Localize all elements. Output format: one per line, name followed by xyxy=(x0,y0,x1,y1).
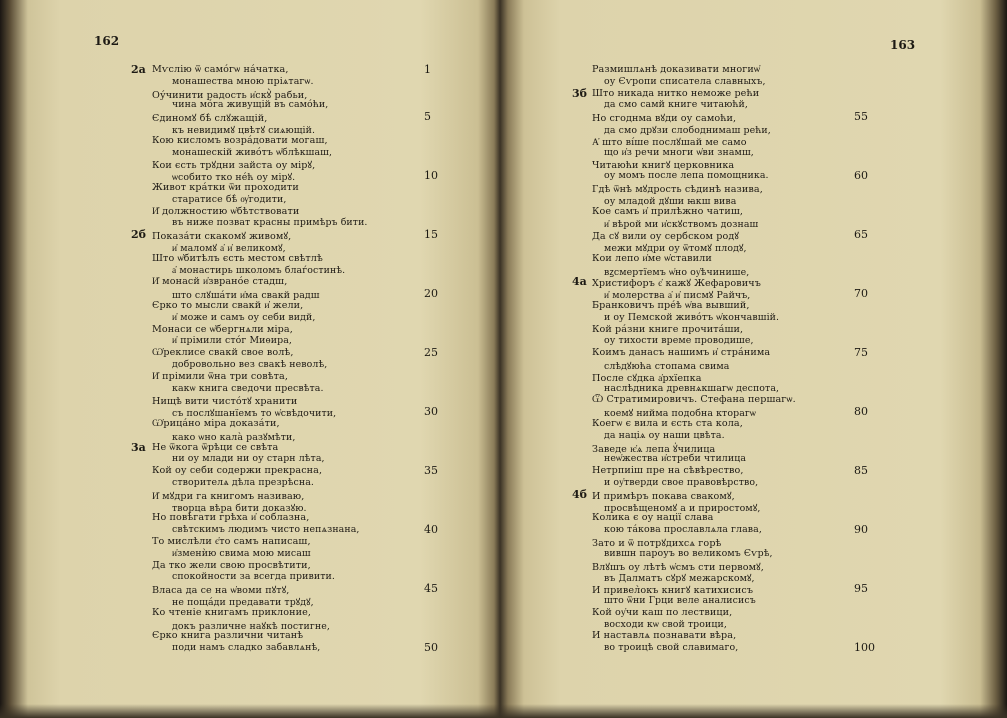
verse-line: восходи кѡ свой троици, xyxy=(604,618,727,630)
line-number: 20 xyxy=(424,287,438,301)
line-number: 50 xyxy=(424,641,438,655)
line-number: 65 xyxy=(854,228,868,242)
verse-line: оу тихости време проводише, xyxy=(604,335,754,347)
verse-line: И наставлѧ познавати вѣра, xyxy=(592,630,737,642)
verse-line: Кои лепо и҆ме ѡ҆ставили xyxy=(592,252,712,264)
verse-line: А҆ што ві́ше послꙋшай ме само xyxy=(592,136,747,148)
verse-line: поди намъ сладко забавлѧнѣ, xyxy=(172,642,321,654)
line-number: 5 xyxy=(424,110,431,124)
verse-line: въ Далматъ сꙋрꙋ межарскомꙋ, xyxy=(604,573,755,585)
section-mark: 2а xyxy=(131,63,146,76)
verse-line: монашескій живо́тъ ѡ҆блѣкшаш, xyxy=(172,146,333,158)
verse-line: И҆ прімили ѿна три совѣта, xyxy=(152,370,289,382)
page-number-left: 162 xyxy=(94,34,120,48)
verse-line: оу младой дꙋши ꙗкш вива xyxy=(604,195,737,207)
verse-line: И҆ должностию ѡ҆бѣтствовати xyxy=(152,205,300,217)
verse-line: И привел̀окъ книгꙋ катихисисъ xyxy=(592,585,754,597)
verse-line: чина мо́га живущій въ само́ћи, xyxy=(172,99,329,111)
verse-line: въ ниже позват красны примѣръ бити. xyxy=(172,217,368,229)
line-number: 75 xyxy=(854,346,868,360)
verse-line: свѣтскимъ людимъ чисто непѧзнана, xyxy=(172,524,360,536)
verse-line: што слꙋша́ти и҆ма свакй радш xyxy=(172,290,320,302)
verse-line: Єрко то мысли свакй и҆ жели, xyxy=(152,300,304,311)
verse-line: Нищѣ вити чисто́тꙋ хранити xyxy=(152,396,298,408)
verse-line: Бранковичъ пре́ѣ ѡ҆ва вывший, xyxy=(592,300,750,311)
verse-line: съ послꙋшанїемъ то ѡ҆свѣдочити, xyxy=(172,408,337,420)
verse-line: наслѣдника древнѧкшагѡ деспота, xyxy=(604,382,780,394)
verse-line: и҆ прімили сто́г Миѳира, xyxy=(172,335,292,347)
verse-line: къ невидимꙋ цвѣтꙋ сиѧющій. xyxy=(172,125,316,136)
verse-line: неѡ҆жества и҆стреби чтилица xyxy=(604,453,747,465)
line-number: 45 xyxy=(424,582,438,596)
verse-line: и оу Пемской живо́тъ ѡ҆кончавшій. xyxy=(604,311,780,323)
right-page xyxy=(500,0,1007,718)
verse-line: Кои єсть трꙋдни зайста оу мірꙋ, xyxy=(152,160,316,172)
verse-line: Коегѡ є вила и єсть ста кола, xyxy=(592,418,743,429)
verse-line: како ѡно кала̀ разꙋмѣти, xyxy=(172,431,296,443)
verse-line: Што ѡ҆битѣлъ єсть местом свѣтлѣ xyxy=(152,252,323,264)
verse-line: старатисе бѣ̀ ѹ҆годити, xyxy=(172,193,287,205)
verse-line: ѡсобито тко не́ћ оу мірꙋ. xyxy=(172,172,296,184)
line-number: 10 xyxy=(424,169,438,183)
line-number: 30 xyxy=(424,405,438,419)
verse-line: монашества мною пріѧтагѡ. xyxy=(172,75,314,87)
line-number: 35 xyxy=(424,464,438,478)
line-number: 80 xyxy=(854,405,868,419)
section-mark: 4б xyxy=(572,487,587,501)
verse-line: Єдиномꙋ бѣ̀ слꙋжащій, xyxy=(152,113,268,125)
verse-line: Христифоръ є҆ кажꙋ Жефаровичъ xyxy=(592,278,761,290)
line-number: 25 xyxy=(424,346,438,360)
verse-line: Кой ра́зни книге прочита́ши, xyxy=(592,323,744,335)
verse-line: Што никада нитко неможе рећи xyxy=(592,87,760,99)
verse-line: и оу҆тверди свое правовѣрство, xyxy=(604,477,759,488)
verse-line: да смо самй книге читаюћй, xyxy=(604,99,748,111)
verse-line: оу Єѵропи списатела славныхъ, xyxy=(604,75,766,87)
line-number: 70 xyxy=(854,287,868,301)
verse-line: И҆ мꙋдри га книгомъ називаю, xyxy=(152,490,305,502)
verse-line: Кое самъ и҆ прилѣжно чатиш, xyxy=(592,205,744,217)
verse-line: Колика є оу нації слава xyxy=(592,512,714,524)
verse-line: Зато и ѿ потрꙋдихсѧ горѣ xyxy=(592,538,722,549)
verse-line: и҆зменѝю свима мою мисаш xyxy=(172,547,311,559)
verse-line: слѣдꙋюћа стопама свима xyxy=(604,361,730,372)
verse-line: ни оу млади ни оу старн лѣта, xyxy=(172,453,325,465)
verse-line: Живот кра́тки ѿи проходити xyxy=(152,182,299,193)
verse-line: Да сꙋ вили оу сербском родꙋ xyxy=(592,231,739,243)
verse-line: и҆ молерства а҆ и҆ писмꙋ Райчъ, xyxy=(604,290,751,302)
verse-line: Не ѿкога ѿрѣци се свѣта xyxy=(152,441,279,453)
verse-line: и҆ може и самъ оу себи видй, xyxy=(172,311,316,323)
verse-line: Показа́ти скакомꙋ живомꙋ, xyxy=(152,231,292,243)
verse-line: Ѿ Стратимировичъ. Стефана першагѡ. xyxy=(592,394,796,406)
verse-line: Монаси се ѡ҆бергнѧли міра, xyxy=(152,323,293,335)
verse-line: коемꙋ нийма подобна кторагѡ xyxy=(604,408,756,420)
verse-line: Влꙋшъ оу лѣтѣ ѡ҆смъ сти первомꙋ, xyxy=(592,561,764,573)
verse-line: што ѿни Грци веле аналисисъ xyxy=(604,595,756,606)
verse-line: Заведе ѥ҆ѧ лепа ꙋ҆чилица xyxy=(592,443,716,455)
left-page xyxy=(0,0,500,718)
verse-line: да націѧ оу наши цвѣта. xyxy=(604,429,725,441)
verse-line: Мѵслію ѿ само́гѡ на́чатка, xyxy=(152,64,289,75)
verse-line: да смо дрꙋзи слободнимаш рећи, xyxy=(604,125,771,136)
verse-line: И҆ монасй и҆зврано́е стадш, xyxy=(152,276,288,288)
line-number: 55 xyxy=(854,110,868,124)
verse-line: и҆ вѣрой ми и҆скꙋствомъ дознаш xyxy=(604,219,759,231)
verse-line: Но повѣгати грѣха и҆ соблазна, xyxy=(152,512,310,524)
line-number: 100 xyxy=(854,641,875,655)
verse-line: Но сгоднма вꙋди оу самоћи, xyxy=(592,113,737,125)
section-mark: 2б xyxy=(131,228,146,242)
verse-line: не поща́ди предавати трꙋдꙋ, xyxy=(172,597,314,608)
line-number: 1 xyxy=(424,63,431,76)
verse-line: во троицѣ свой славимаго, xyxy=(604,642,739,654)
verse-line: спокойности за всегда привити. xyxy=(172,571,335,583)
section-mark: 3б xyxy=(572,86,587,100)
verse-line: межи мꙋдри оу ѿтомꙋ плодꙋ, xyxy=(604,243,747,254)
verse-line: створителѧ дѣла презрѣсна. xyxy=(172,477,314,488)
verse-line: Нетрпиіш пре на сѣвѣрество, xyxy=(592,465,744,477)
verse-line: вꙁсмертїемъ ѡ҆но оу҆ѣчинише, xyxy=(604,266,750,278)
verse-line: добровольно вез свакѣ неволѣ, xyxy=(172,359,328,370)
verse-line: и҆ маломꙋ а҆ и҆ великомꙋ, xyxy=(172,243,286,254)
verse-line: Да тко жели свою просвѣтити, xyxy=(152,559,311,571)
line-number: 60 xyxy=(854,169,868,183)
section-mark: 3а xyxy=(131,440,146,454)
line-number: 85 xyxy=(854,464,868,478)
line-number: 95 xyxy=(854,582,868,596)
verse-line: оу момъ после лепа помощника. xyxy=(604,170,769,182)
verse-line: Кою кисломъ возра́довати могаш, xyxy=(152,134,328,146)
verse-line: кою та́кова прославлѧла глава, xyxy=(604,524,762,536)
verse-line: докъ различне наꙋкѣ постигне, xyxy=(172,620,330,632)
verse-line: какѡ книга сведочи пресвѣта. xyxy=(172,382,324,394)
line-number: 40 xyxy=(424,523,438,537)
verse-line: Кой оу себи содержи прекрасна, xyxy=(152,465,323,477)
verse-line: творца вѣра бити доказꙋю. xyxy=(172,502,307,514)
verse-line: Размишлѧнѣ доказивати многиѡ҆ xyxy=(592,64,760,75)
verse-line: просвѣщеномꙋ а и приростомꙋ, xyxy=(604,502,761,514)
verse-line: що и҆з речи многи ѡ҆ви знамш, xyxy=(604,146,754,158)
verse-line: Гдѣ ѿнѣ мꙋдрость сѣдинѣ назива, xyxy=(592,184,763,195)
verse-line: И примѣръ покава свакомꙋ, xyxy=(592,490,735,502)
verse-line: После сꙋдка а҆рхїепка xyxy=(592,372,702,384)
verse-line: Кой оу҆чи каш по лествици, xyxy=(592,606,733,618)
verse-line: Власа да се на ѡ҆воми пꙋтꙋ, xyxy=(152,585,290,597)
verse-line: а҆ монастирь школомъ блаѓостинѣ. xyxy=(172,264,346,276)
verse-line: То мислѣли є҆то самъ написаш, xyxy=(152,536,311,547)
verse-line: Єрко книга различни читанѣ xyxy=(152,630,304,642)
line-number: 90 xyxy=(854,523,868,537)
verse-line: Ѡ҆реклисе свакй свое волѣ, xyxy=(152,347,294,359)
verse-line: Коимъ данасъ нашимъ и҆ стра́нима xyxy=(592,347,771,359)
verse-line: вившн пароуъ во великомъ Єѵрѣ, xyxy=(604,547,773,559)
verse-line: Ѡ҆рица́но міра доказа́ти, xyxy=(152,418,280,429)
page-number-right: 163 xyxy=(890,38,916,52)
section-mark: 4а xyxy=(572,275,587,289)
verse-line: Оу́чинити радость и҆скꙋ̀ рабьи, xyxy=(152,89,308,101)
verse-line: Читаюћи книгꙋ церковника xyxy=(592,160,735,172)
line-number: 15 xyxy=(424,228,438,242)
verse-line: Ко чтеніе книгамъ приклоние, xyxy=(152,606,312,618)
